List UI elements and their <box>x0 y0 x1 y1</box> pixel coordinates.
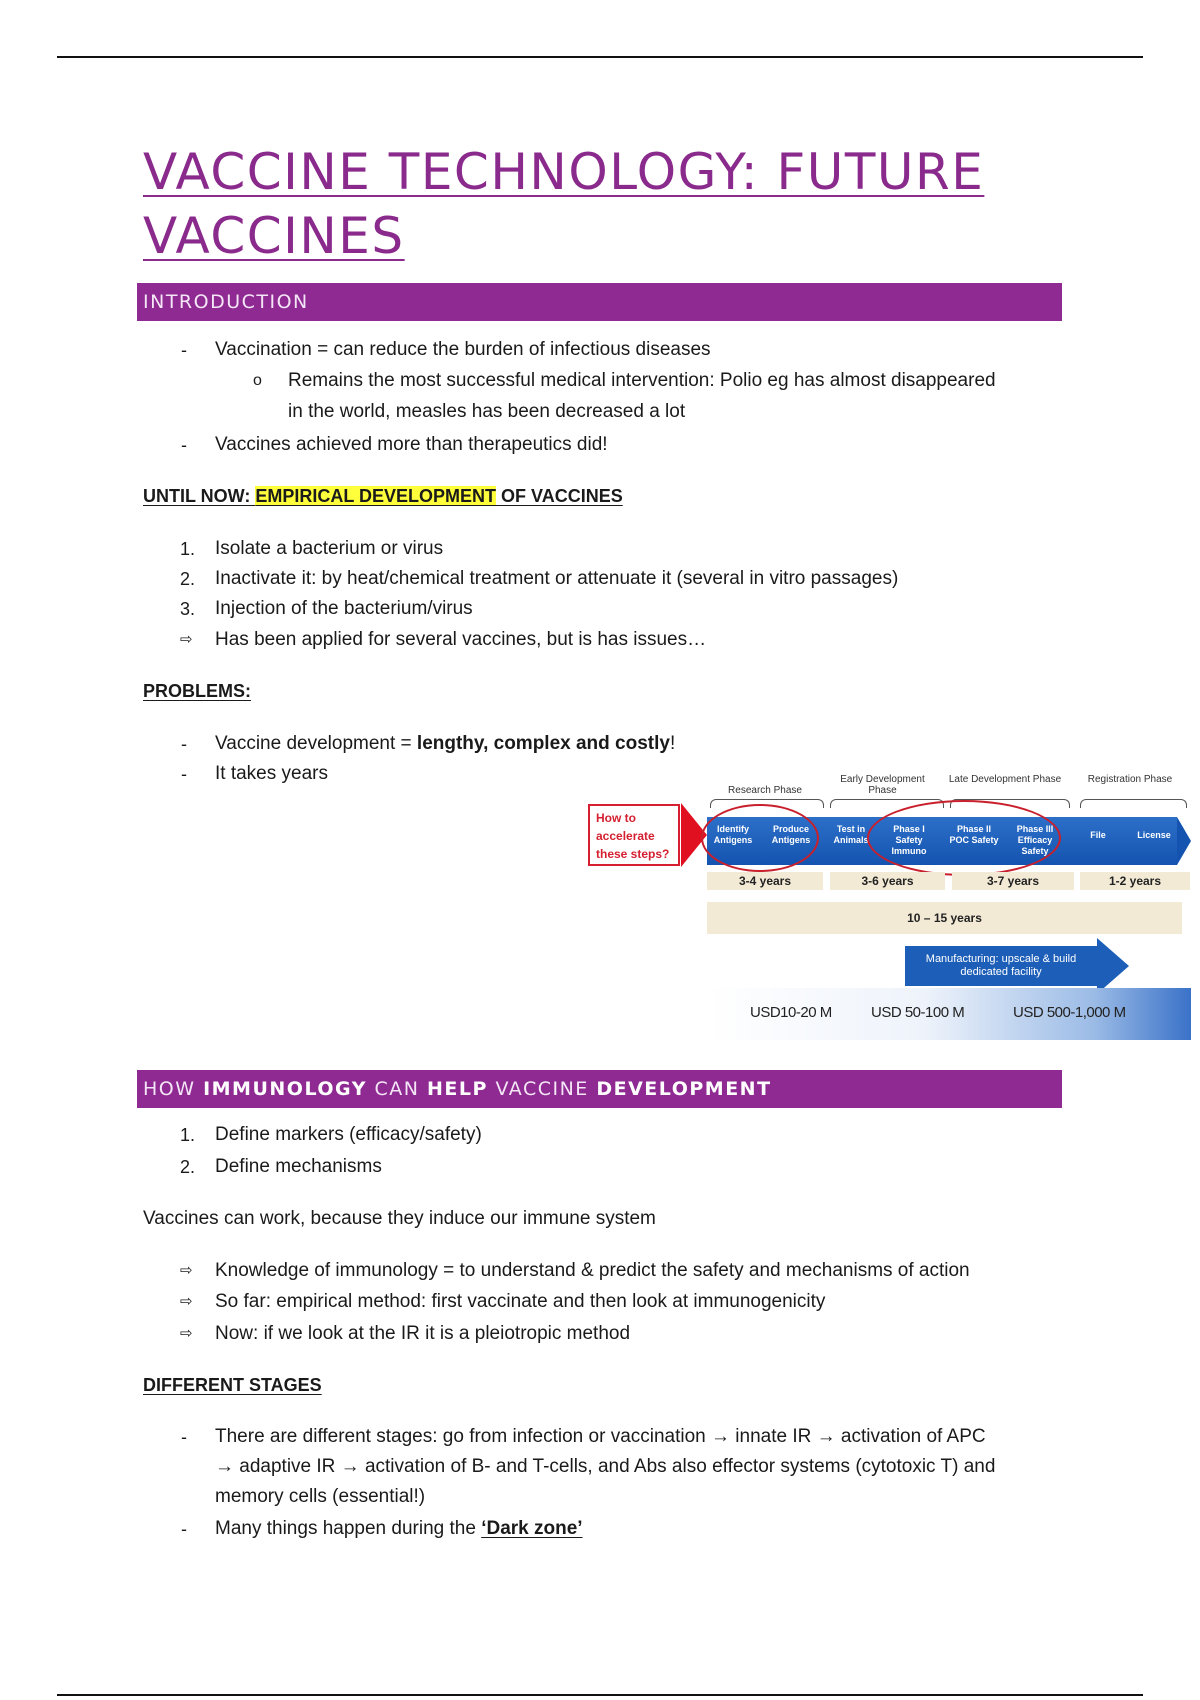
immunology-arrow-1: Knowledge of immunology = to understand & predict the safety and mechanisms of action <box>215 1260 970 1281</box>
bullet-dash: - <box>181 764 187 784</box>
stages-bullet-1-line-1: There are different stages: go from infection or vaccination → innate IR → activation of APC <box>215 1426 986 1447</box>
immunology-arrow-2: So far: empirical method: first vaccinate and then look at immunogenicity <box>215 1291 826 1312</box>
step-test-animals: Test in Animals <box>833 824 869 845</box>
highlight-oval-research <box>701 804 819 872</box>
phase-steps-band-tip <box>1177 817 1191 865</box>
problems-bullet-1 <box>215 732 675 756</box>
arrow-icon: ⇨ <box>180 1293 193 1310</box>
problems-bullet-1-post: ! <box>669 733 676 754</box>
cost-late: USD 500-1,000 M <box>1013 1004 1126 1021</box>
header-part-bold: IMMUNOLOGY <box>203 1078 367 1100</box>
until-now-conclusion: Has been applied for several vaccines, but is has issues… <box>215 629 707 650</box>
phase-label-registration: Registration Phase <box>1087 774 1173 785</box>
header-part-bold: DEVELOPMENT <box>596 1078 772 1100</box>
bullet-circle: o <box>253 372 262 389</box>
bullet-dash: - <box>181 734 187 754</box>
years-research: 3-4 years <box>707 872 823 890</box>
cost-early: USD10-20 M <box>750 1004 832 1021</box>
how-to-accelerate-callout: How to accelerate these steps? <box>588 804 680 866</box>
dark-zone-term: ‘Dark zone’ <box>481 1518 583 1539</box>
phase-brace <box>1080 799 1187 808</box>
intro-bullet-1: Vaccination = can reduce the burden of infectious diseases <box>215 339 711 360</box>
phase-label-late: Late Development Phase <box>948 774 1062 785</box>
until-now-item-3: Injection of the bacterium/virus <box>215 598 473 619</box>
page-title <box>143 140 1043 268</box>
bullet-dash: - <box>181 340 187 360</box>
stages-bullet-1-line-3: memory cells (essential!) <box>215 1486 426 1507</box>
immunology-item-1: Define markers (efficacy/safety) <box>215 1124 482 1145</box>
list-number: 3. <box>180 599 196 619</box>
section-header-immunology <box>137 1070 1062 1108</box>
list-number: 1. <box>180 1125 196 1145</box>
arrow-icon: ⇨ <box>180 1262 193 1279</box>
manufacturing-arrow-tip <box>1097 938 1129 994</box>
title-line-1: VACCINE TECHNOLOGY: FUTURE <box>143 143 985 201</box>
phase-label-research: Research Phase <box>728 785 802 796</box>
section-header-introduction: INTRODUCTION <box>137 283 1062 321</box>
header-part: CAN <box>366 1078 428 1100</box>
until-now-item-1: Isolate a bacterium or virus <box>215 538 444 559</box>
manufacturing-arrow: Manufacturing: upscale & build dedicated facility <box>905 946 1097 986</box>
problems-bullet-2: It takes years <box>215 763 328 784</box>
problems-heading: PROBLEMS: <box>143 681 251 701</box>
intro-bullet-2: Vaccines achieved more than therapeutics did! <box>215 434 608 455</box>
stages-heading: DIFFERENT STAGES <box>143 1375 322 1395</box>
step-phase-3: Phase III Efficacy Safety <box>1016 824 1054 856</box>
bullet-dash: - <box>181 1519 187 1539</box>
list-number: 2. <box>180 1157 196 1177</box>
until-now-heading-pre: UNTIL NOW: <box>143 486 256 506</box>
arrow-icon: ⇨ <box>180 631 193 648</box>
step-identify-antigens: Identify Antigens <box>713 824 753 845</box>
until-now-item-2: Inactivate it: by heat/chemical treatment or attenuate it (several in vitro passages) <box>215 568 899 589</box>
years-late: 3-7 years <box>952 872 1074 890</box>
until-now-heading <box>143 484 623 508</box>
step-phase-2: Phase II POC Safety <box>949 824 999 845</box>
arrow-icon: ⇨ <box>180 1325 193 1342</box>
years-total: 10 – 15 years <box>707 902 1182 934</box>
stages-bullet-2-pre: Many things happen during the <box>215 1518 482 1539</box>
bullet-dash: - <box>181 1427 187 1447</box>
header-part: HOW <box>143 1078 204 1100</box>
immunology-arrow-3: Now: if we look at the IR it is a pleiotropic method <box>215 1323 631 1344</box>
step-license: License <box>1137 830 1171 840</box>
header-part-bold: HELP <box>427 1078 488 1100</box>
step-produce-antigens: Produce Antigens <box>771 824 811 845</box>
intro-sub-bullet-line-2: in the world, measles has been decreased a lot <box>288 401 686 422</box>
years-registration: 1-2 years <box>1080 872 1190 890</box>
problems-bullet-1-pre: Vaccine development = <box>215 733 417 754</box>
intro-sub-bullet-line-1: Remains the most successful medical intervention: Polio eg has almost disappeared <box>288 370 996 391</box>
immunology-item-2: Define mechanisms <box>215 1156 382 1177</box>
immunology-paragraph: Vaccines can work, because they induce our immune system <box>143 1208 656 1229</box>
stages-bullet-2 <box>215 1517 583 1541</box>
top-rule <box>57 56 1143 58</box>
list-number: 1. <box>180 539 196 559</box>
until-now-heading-post: OF VACCINES <box>496 486 623 506</box>
vaccine-development-timeline <box>585 770 1191 1045</box>
bottom-rule <box>57 1694 1143 1696</box>
cost-mid: USD 50-100 M <box>871 1004 965 1021</box>
step-file: File <box>1090 830 1106 840</box>
step-phase-1: Phase I Safety Immuno <box>891 824 927 856</box>
until-now-heading-highlight: EMPIRICAL DEVELOPMENT <box>255 486 497 506</box>
stages-bullet-1-line-2: → adaptive IR → activation of B- and T-cells, and Abs also effector systems (cytotoxic T) and <box>215 1456 996 1477</box>
highlight-oval-development <box>867 800 1061 876</box>
phase-label-early: Early Development Phase <box>840 774 925 796</box>
list-number: 2. <box>180 569 196 589</box>
header-part: VACCINE <box>487 1078 597 1100</box>
years-early: 3-6 years <box>830 872 945 890</box>
bullet-dash: - <box>181 435 187 455</box>
problems-bullet-1-bold: lengthy, complex and costly <box>416 733 670 754</box>
title-line-2: VACCINES <box>143 207 405 265</box>
